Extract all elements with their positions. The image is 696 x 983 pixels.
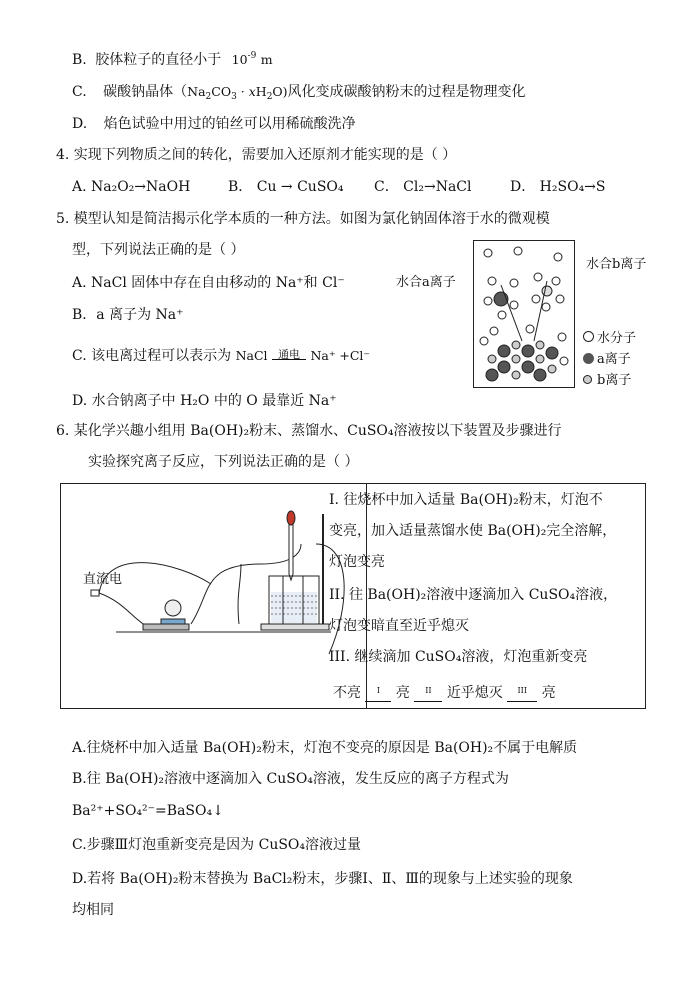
water-molecule-icon	[583, 331, 594, 342]
q3-option-c: C. 碳酸钠晶体$(Na_2CO_3 \cdot xH_2O)$风化变成碳酸钠粉末的过程是物理变化	[72, 84, 526, 102]
step3-line1: III. 继续滴加 CuSO₄溶液，灯泡重新变亮	[329, 649, 588, 665]
step1-line3: 灯泡变亮	[329, 554, 385, 570]
bulb-icon	[165, 600, 181, 616]
q4-option-d: D． H₂SO₄→S	[510, 179, 606, 195]
q5-option-b: B．a 离子为 Na⁺	[72, 307, 184, 323]
q5-stem-line2: 型，下列说法正确的是（ ）	[72, 242, 245, 258]
fig-label-hydrated-a: 水合a离子	[396, 275, 456, 290]
legend-a: a离子	[583, 350, 631, 370]
step2-line1: II. 往 Ba(OH)₂溶液中逐滴加入 CuSO₄溶液，	[329, 587, 618, 603]
b-ion-icon	[583, 375, 592, 384]
electrify-arrow: 通电	[272, 357, 306, 360]
hydrated-b-ion	[542, 286, 552, 296]
q5-option-d: D. 水合钠离子中 H₂O 中的 O 最靠近 Na⁺	[72, 393, 337, 409]
legend-water: 水分子	[583, 329, 636, 349]
experiment-table	[60, 483, 646, 709]
step-flow: 不亮 I 亮 II 近乎熄灭 III 亮	[333, 679, 556, 703]
step1-line1: I. 往烧杯中加入适量 Ba(OH)₂粉末，灯泡不	[329, 492, 603, 508]
q5-option-a: A. NaCl 固体中存在自由移动的 Na⁺和 Cl⁻	[72, 275, 345, 291]
q5-stem-line1: 5. 模型认知是简洁揭示化学本质的一种方法。如图为氯化钠固体溶于水的微观模	[56, 211, 550, 227]
fig-label-hydrated-b: 水合b离子	[586, 257, 647, 272]
dropper-icon	[289, 524, 293, 580]
q4-option-c: C． Cl₂→NaCl	[374, 179, 472, 195]
apparatus-svg	[61, 484, 366, 708]
step1-line2: 变亮，加入适量蒸馏水使 Ba(OH)₂完全溶解，	[329, 523, 617, 539]
q6-option-c: C.步骤Ⅲ灯泡重新变亮是因为 CuSO₄溶液过量	[72, 837, 362, 853]
q4-option-b: B． Cu → CuSO₄	[228, 179, 344, 195]
q6-option-d-line2: 均相同	[72, 902, 114, 918]
flow-arrow-3: III	[507, 679, 537, 702]
nacl-dissolution-figure	[473, 240, 575, 388]
q5-option-c: C. 该电离过程可以表示为 NaCl 通电 Na⁺ +Cl⁻	[72, 348, 371, 364]
flow-arrow-1: I	[365, 679, 391, 702]
q6-option-b-line2: Ba²⁺+SO₄²⁻=BaSO₄↓	[72, 803, 224, 819]
dc-power-label: 直流电	[83, 572, 123, 587]
q6-option-a: A.往烧杯中加入适量 Ba(OH)₂粉末，灯泡不变亮的原因是 Ba(OH)₂不属于电解质	[72, 740, 578, 756]
dropper-bulb	[287, 511, 295, 525]
legend-b: b离子	[583, 371, 631, 391]
q4-stem: 4. 实现下列物质之间的转化，需要加入还原剂才能实现的是（ ）	[56, 147, 457, 163]
q6-option-b-line1: B.往 Ba(OH)₂溶液中逐滴加入 CuSO₄溶液，发生反应的离子方程式为	[72, 771, 509, 787]
q6-stem-line2: 实验探究离子反应，下列说法正确的是（ ）	[88, 454, 359, 470]
q3-option-b: B. 胶体粒子的直径小于 $10^{-9}$ m	[72, 51, 273, 68]
stand-base	[261, 624, 329, 630]
a-ion-icon	[583, 353, 594, 364]
flow-arrow-2: II	[414, 679, 442, 702]
step2-line2: 灯泡变暗直至近乎熄灭	[329, 618, 469, 634]
q4-option-a: A. Na₂O₂→NaOH	[72, 179, 191, 195]
q6-option-d-line1: D.若将 Ba(OH)₂粉末替换为 BaCl₂粉末，步骤Ⅰ、Ⅱ、Ⅲ的现象与上述实验的现象	[72, 871, 573, 887]
molecular-model-svg	[474, 241, 574, 387]
q6-stem-line1: 6. 某化学兴趣小组用 Ba(OH)₂粉末、蒸馏水、CuSO₄溶液按以下装置及步骤进行	[56, 423, 562, 439]
plug-icon	[91, 590, 99, 596]
q3-option-d: D. 焰色试验中用过的铂丝可以用稀硫酸洗净	[72, 116, 356, 132]
apparatus-panel	[61, 484, 366, 708]
